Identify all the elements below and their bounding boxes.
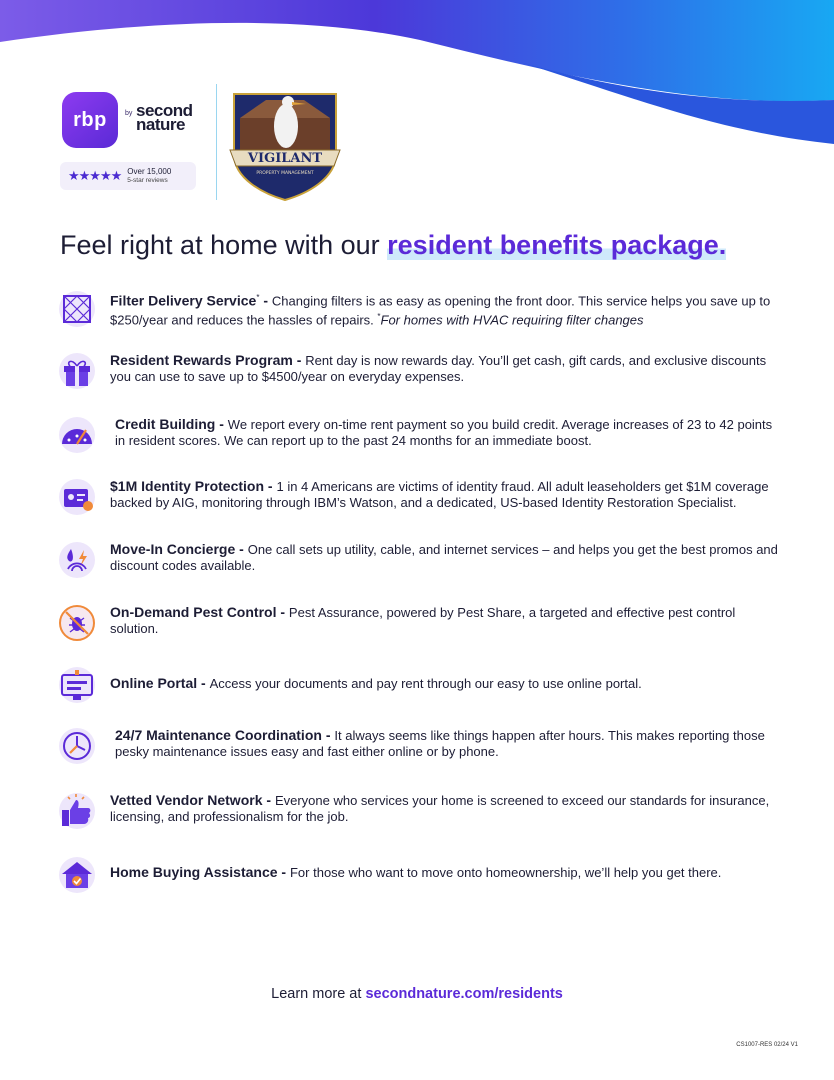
residents-link[interactable]: secondnature.com/residents (365, 986, 563, 1002)
reviews-sub: 5-star reviews (127, 177, 168, 184)
identity-shield-icon (58, 478, 96, 516)
star-rating-icon: ★★★★★ (68, 168, 122, 183)
logo-divider (216, 84, 217, 200)
benefit-title: Vetted Vendor Network (110, 792, 263, 808)
document-code: CS1007-RES 02/24 V1 (736, 1042, 798, 1048)
benefit-desc: Changing filters is as easy as opening the front door. This service helps you save up to $250/year and reduces the hassles of repairs. (110, 293, 771, 328)
benefit-title: 24/7 Maintenance Coordination (115, 727, 322, 743)
benefit-title: Move-In Concierge (110, 541, 236, 557)
utilities-icon (58, 541, 96, 579)
filter-icon (58, 290, 96, 328)
headline-highlight: resident benefits package. (387, 230, 727, 260)
benefit-desc: 1 in 4 Americans are victims of identity fraud. All adult leaseholders get $1M coverage backed by AIG, monitoring through IBM’s Watson, and a dedicated, US-based Identity Restoration Specialist. (110, 479, 769, 510)
svg-text:VIGILANT: VIGILANT (247, 151, 323, 166)
benefit-desc: Pest Assurance, powered by Pest Share, a targeted and effective pest control solution. (110, 605, 736, 636)
benefit-title: Resident Rewards Program (110, 352, 293, 368)
reviews-count: Over 15,000 (127, 167, 172, 176)
benefit-desc: It always seems like things happen after hours. This makes reporting those pesky maintenance issues easy and fast either online or by phone. (115, 728, 765, 759)
benefit-title: Filter Delivery Service (110, 292, 257, 309)
benefit-title: Credit Building (115, 416, 216, 432)
pest-control-icon (58, 604, 96, 642)
by-label: by (125, 110, 133, 117)
benefit-desc: We report every on-time rent payment so you build credit. Average increases of 23 to 42 points in resident scores. We can report up to the past 24 months for an immediate boost. (115, 417, 773, 448)
benefit-title: Online Portal (110, 675, 198, 691)
page-title: Feel right at home with our resident benefits package. (60, 230, 727, 260)
benefit-note: For homes with HVAC requiring filter changes (380, 312, 644, 328)
gift-icon (58, 352, 96, 390)
benefit-desc: Access your documents and pay rent through our easy to use online portal. (209, 676, 642, 691)
rbp-logo: rbp (62, 92, 118, 148)
benefit-desc: Everyone who services your home is screened to exceed our standards for insurance, licensing, and professionalism for the job. (110, 793, 770, 824)
vigilant-logo (226, 84, 344, 202)
second-nature-logo: second nature (136, 101, 193, 134)
home-buying-icon (58, 856, 96, 894)
credit-gauge-icon (58, 416, 96, 454)
benefit-title: Home Buying Assistance (110, 864, 278, 880)
portal-monitor-icon (58, 666, 96, 704)
benefit-desc: One call sets up utility, cable, and internet services – and helps you get the best promos and discount codes available. (110, 542, 778, 573)
clock-icon (58, 727, 96, 765)
reviews-badge (60, 162, 196, 190)
thumbs-up-icon (58, 792, 96, 830)
benefit-desc: Rent day is now rewards day. You’ll get cash, gift cards, and exclusive discounts you can use to save up to $4500/year on everyday expenses. (110, 353, 767, 384)
footer: Learn more at secondnature.com/residents (271, 986, 563, 1002)
benefit-desc: For those who want to move onto homeownership, we’ll help you get there. (289, 865, 722, 880)
benefit-title: $1M Identity Protection (110, 478, 265, 494)
benefit-title: On-Demand Pest Control (110, 604, 277, 620)
svg-text:PROPERTY MANAGEMENT: PROPERTY MANAGEMENT (256, 171, 314, 176)
